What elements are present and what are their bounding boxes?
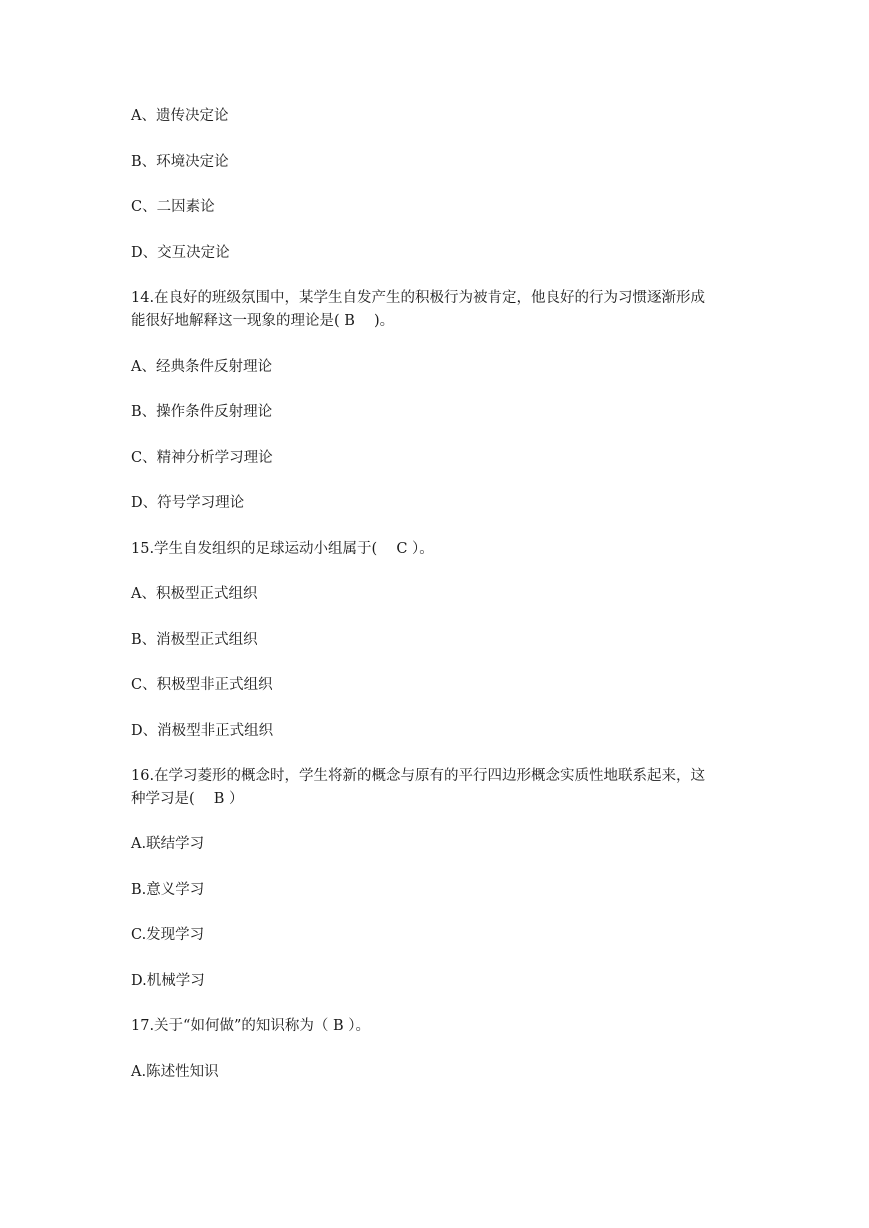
q13-option-a: A、遗传决定论 <box>131 108 229 124</box>
q15-option-a: A、积极型正式组织 <box>131 586 258 602</box>
q13-option-b: B、环境决定论 <box>131 154 229 170</box>
q14-option-d: D、符号学习理论 <box>131 495 245 511</box>
q16-option-a: A.联结学习 <box>131 836 205 852</box>
q16-stem-line1: 16.在学习菱形的概念时，学生将新的概念与原有的平行四边形概念实质性地联系起来，这 <box>131 768 706 784</box>
q17-option-a: A.陈述性知识 <box>131 1064 219 1080</box>
q14-stem-line2: 能很好地解释这一现象的理论是( B )。 <box>131 313 395 329</box>
q13-option-c: C、二因素论 <box>131 199 215 215</box>
q13-option-d: D、交互决定论 <box>131 245 230 261</box>
q14-option-a: A、经典条件反射理论 <box>131 359 272 375</box>
q16-option-c: C.发现学习 <box>131 927 205 943</box>
q14-option-c: C、精神分析学习理论 <box>131 450 273 466</box>
q15-stem: 15.学生自发组织的足球运动小组属于( C ）。 <box>131 541 434 557</box>
q14-stem-line1: 14.在良好的班级氛围中，某学生自发产生的积极行为被肯定，他良好的行为习惯逐渐形成 <box>131 290 706 306</box>
q14-option-b: B、操作条件反射理论 <box>131 404 273 420</box>
q15-option-b: B、消极型正式组织 <box>131 632 258 648</box>
q17-stem: 17.关于“如何做”的知识称为（ B ）。 <box>131 1018 371 1034</box>
q15-option-c: C、积极型非正式组织 <box>131 677 273 693</box>
q16-option-d: D.机械学习 <box>131 973 205 989</box>
q15-option-d: D、消极型非正式组织 <box>131 723 274 739</box>
q16-stem-line2: 种学习是( B ） <box>131 791 244 807</box>
q16-option-b: B.意义学习 <box>131 882 205 898</box>
